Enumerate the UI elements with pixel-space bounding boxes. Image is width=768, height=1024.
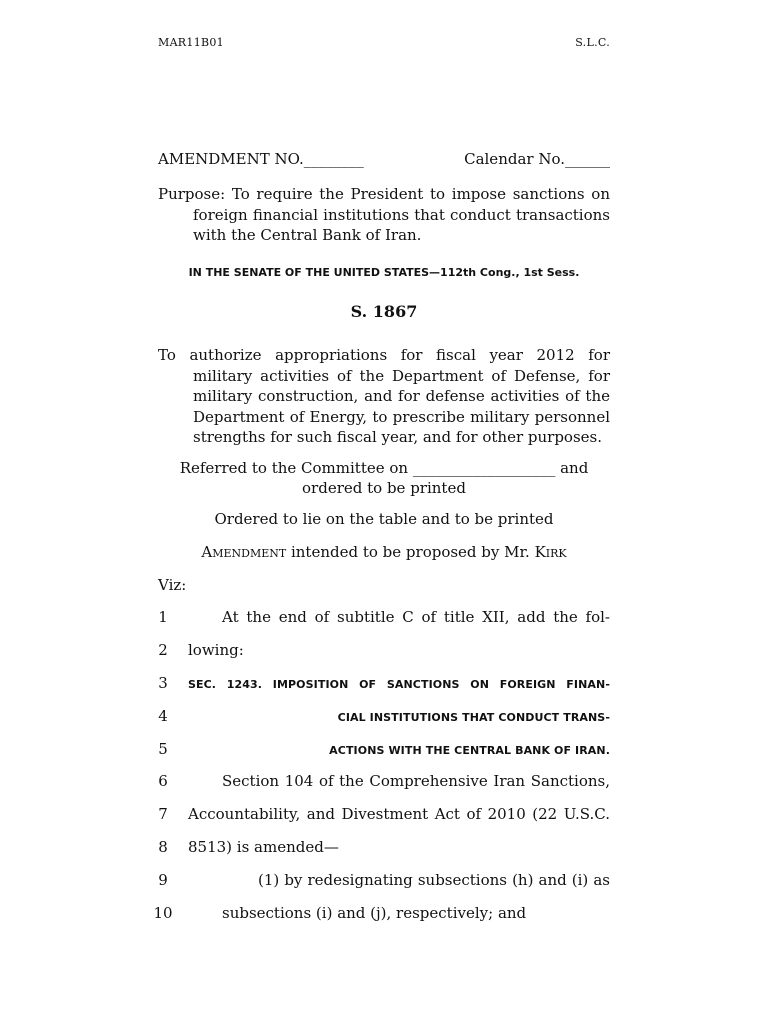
body-line: lowing: bbox=[188, 641, 244, 659]
body-line: 8513) is amended— bbox=[188, 838, 339, 856]
bill-number: S. 1867 bbox=[350, 302, 418, 321]
senate-session-line: IN THE SENATE OF THE UNITED STATES—112th Cong., 1st Sess. bbox=[188, 266, 580, 279]
bill-title: To authorize appropriations for fiscal year 2012 for military activities of the Department of Defense, for military construction, and for defense activities of the Department of Energy, to prescribe military personnel strengths for such fiscal year, and for other purposes. bbox=[158, 346, 610, 446]
body-line: At the end of subtitle C of title XII, add the fol- bbox=[222, 608, 610, 626]
purpose-statement: Purpose: To require the President to impose sanctions on foreign financial institutions that conduct transactions with the Central Bank of Iran. bbox=[158, 185, 610, 244]
slc-label: S.L.C. bbox=[575, 36, 610, 49]
body-line: (1) by redesignating subsections (h) and (i) as bbox=[258, 871, 610, 889]
calendar-number: Calendar No.______ bbox=[464, 150, 610, 168]
line-number: 3 bbox=[158, 674, 168, 692]
ordered-to-lie-line: Ordered to lie on the table and to be printed bbox=[214, 510, 554, 528]
body-line: Accountability, and Divestment Act of 2010 (22 U.S.C. bbox=[188, 805, 610, 823]
line-number: 10 bbox=[153, 904, 173, 922]
line-number: 5 bbox=[158, 740, 168, 758]
referred-line-1: Referred to the Committee on ___________________ and bbox=[179, 459, 589, 477]
amendment-calendar-line bbox=[158, 150, 610, 168]
doc-id: MAR11B01 bbox=[158, 36, 224, 49]
body-line: Section 104 of the Comprehensive Iran Sanctions, bbox=[222, 772, 610, 790]
section-heading-line: ACTIONS WITH THE CENTRAL BANK OF IRAN. bbox=[329, 744, 610, 757]
amendment-intent-middle: intended to be proposed by Mr. bbox=[286, 543, 535, 561]
amendment-number: AMENDMENT NO.________ bbox=[158, 150, 364, 168]
viz-label: Viz: bbox=[158, 576, 187, 594]
line-number: 1 bbox=[158, 608, 168, 626]
line-number: 6 bbox=[158, 772, 168, 790]
sponsor-name: Kirk bbox=[534, 543, 567, 561]
section-heading-line: SEC. 1243. IMPOSITION OF SANCTIONS ON FOREIGN FINAN- bbox=[188, 678, 610, 691]
body-line: subsections (i) and (j), respectively; and bbox=[222, 904, 527, 922]
line-number: 9 bbox=[158, 871, 168, 889]
line-number: 2 bbox=[158, 641, 168, 659]
amendment-word: Amendment bbox=[201, 543, 287, 561]
amendment-intent-line bbox=[158, 543, 610, 561]
referred-line-2: ordered to be printed bbox=[302, 479, 466, 497]
line-number: 7 bbox=[158, 805, 168, 823]
line-number: 8 bbox=[158, 838, 168, 856]
section-heading-line: CIAL INSTITUTIONS THAT CONDUCT TRANS- bbox=[337, 711, 610, 724]
referred-to-committee bbox=[158, 458, 610, 498]
line-number: 4 bbox=[158, 707, 168, 725]
